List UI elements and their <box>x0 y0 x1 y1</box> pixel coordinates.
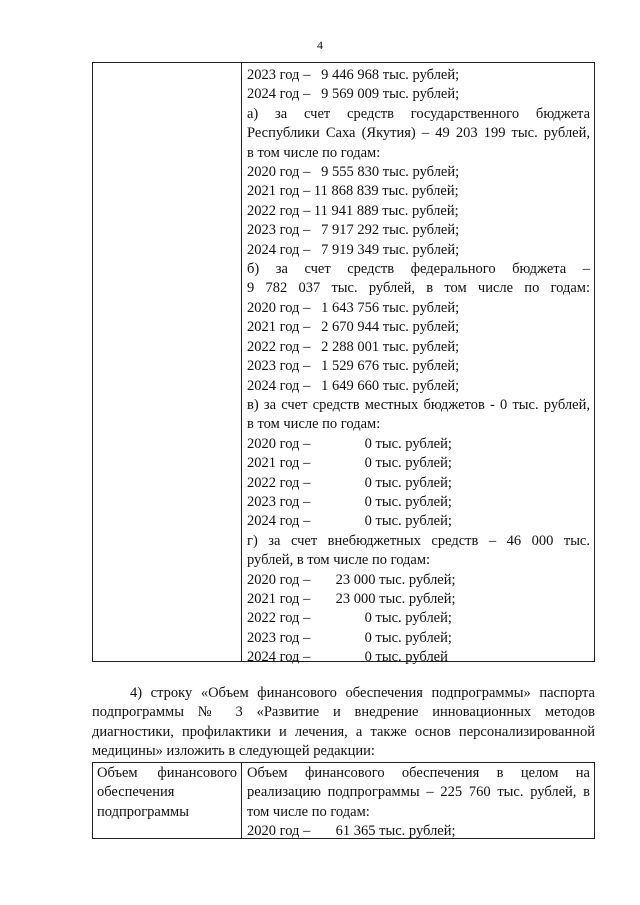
text-line: а) за счет средств государственного бюджета <box>247 105 590 122</box>
row-header-cell <box>97 764 237 822</box>
amendment-paragraph <box>92 684 595 762</box>
text-line: 2024 год – 0 тыс. рублей; <box>247 513 452 530</box>
text-line: 2024 год – 7 919 349 тыс. рублей; <box>247 241 460 258</box>
text-line: 2020 год – 0 тыс. рублей; <box>247 435 452 452</box>
text-line: в том числе по годам: <box>247 416 381 433</box>
paragraph-line: медицины» изложить в следующей редакции: <box>92 743 375 760</box>
text-line: 2023 год – 7 917 292 тыс. рублей; <box>247 222 460 239</box>
text-line: 2024 год – 9 569 009 тыс. рублей; <box>247 86 460 103</box>
text-line: 9 782 037 тыс. рублей, в том числе по годам: <box>247 280 590 297</box>
text-line: 2020 год – 23 000 тыс. рублей; <box>247 571 456 588</box>
text-line: Объем финансового обеспечения в целом на <box>247 765 590 781</box>
text-line: 2024 год – 0 тыс. рублей <box>247 649 448 666</box>
text-line: 2022 год – 0 тыс. рублей; <box>247 610 452 627</box>
column-divider <box>241 63 242 661</box>
text-line: в) за счет средств местных бюджетов - 0 тыс. рублей, <box>247 396 590 413</box>
funding-table-continued <box>92 62 595 666</box>
subprogram-funding-table <box>92 762 595 839</box>
text-line: 2023 год – 1 529 676 тыс. рублей; <box>247 358 460 375</box>
text-line: 2023 год – 0 тыс. рублей; <box>247 629 452 646</box>
text-line: подпрограммы <box>97 803 189 820</box>
text-line: 2022 год – 0 тыс. рублей; <box>247 474 452 491</box>
text-line: Республики Саха (Якутия) – 49 203 199 тыс. рублей, <box>247 125 590 142</box>
text-line: том числе по годам: <box>247 803 370 820</box>
text-line: обеспечения <box>97 784 175 801</box>
text-line: 2021 год – 0 тыс. рублей; <box>247 455 452 472</box>
paragraph-line: 4) строку «Объем финансового обеспечения подпрограммы» паспорта <box>130 685 595 701</box>
text-line: 2021 год – 11 868 839 тыс. рублей; <box>247 183 459 200</box>
text-line: 2022 год – 11 941 889 тыс. рублей; <box>247 202 459 219</box>
column-divider <box>241 763 242 838</box>
funding-volume-cell <box>247 764 590 842</box>
text-line: рублей, в том числе по годам: <box>247 552 431 569</box>
text-line: 2021 год – 23 000 тыс. рублей; <box>247 590 456 607</box>
text-line: 2023 год – 0 тыс. рублей; <box>247 493 452 510</box>
text-line: б) за счет средств федерального бюджета – <box>247 261 590 278</box>
text-line: 2021 год – 2 670 944 тыс. рублей; <box>247 319 460 336</box>
text-line: Объем финансового <box>97 765 237 781</box>
text-line: г) за счет внебюджетных средств – 46 000 тыс. <box>247 532 590 549</box>
text-line: 2020 год – 9 555 830 тыс. рублей; <box>247 164 460 181</box>
text-line: 2023 год – 9 446 968 тыс. рублей; <box>247 67 460 83</box>
text-line: 2020 год – 1 643 756 тыс. рублей; <box>247 299 460 316</box>
funding-details-cell <box>247 66 590 668</box>
text-line: 2020 год – 61 365 тыс. рублей; <box>247 823 456 840</box>
text-line: реализацию подпрограммы – 225 760 тыс. рублей, в <box>247 784 590 801</box>
paragraph-line: диагностики, профилактики и лечения, а также основ персонализированной <box>92 723 595 740</box>
paragraph-line: подпрограммы № 3 «Развитие и внедрение инновационных методов <box>92 704 595 721</box>
text-line: 2022 год – 2 288 001 тыс. рублей; <box>247 338 460 355</box>
page-number: 4 <box>317 38 323 52</box>
text-line: 2024 год – 1 649 660 тыс. рублей; <box>247 377 460 394</box>
text-line: в том числе по годам: <box>247 144 381 161</box>
